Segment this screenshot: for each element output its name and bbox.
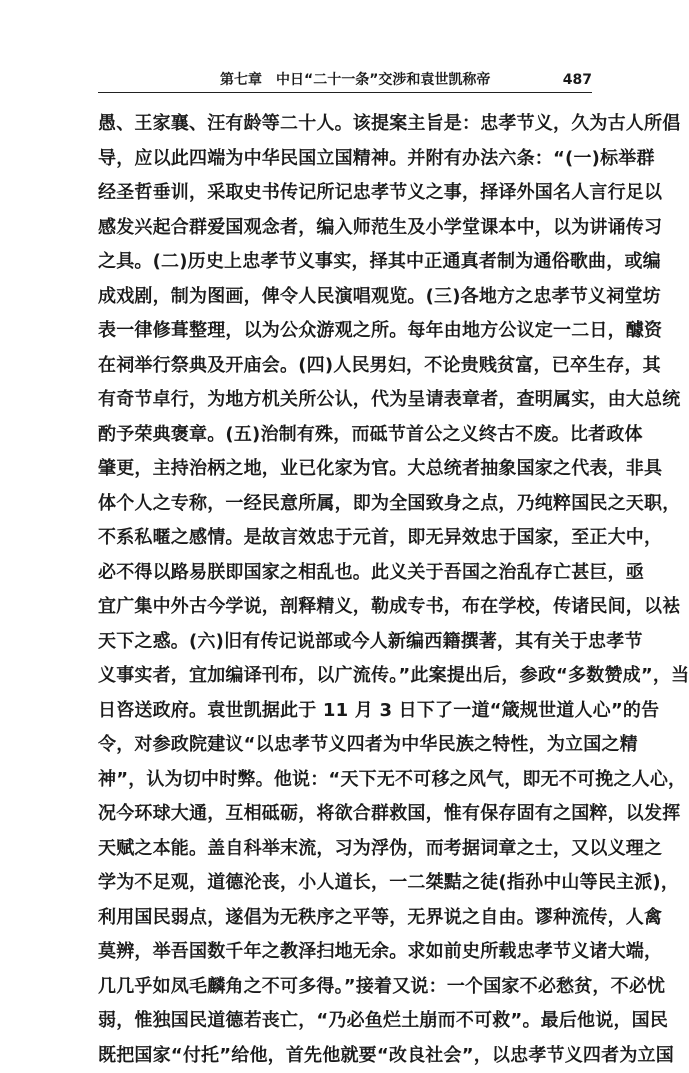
page-number: 487	[563, 70, 592, 90]
text-line: 学为不足观，道德沦丧，小人道长，一二桀黠之徒(指孙中山等民主派)，	[98, 866, 614, 901]
text-line: 感发兴起合群爱国观念者，编入师范生及小学堂课本中，以为讲诵传习	[98, 211, 614, 246]
text-line: 弱，惟独国民道德若丧亡，“乃必鱼烂土崩而不可救”。最后他说，国民	[98, 1004, 614, 1039]
text-line: 令，对参政院建议“以忠孝节义四者为中华民族之特性，为立国之精	[98, 728, 614, 763]
text-line: 肇更，主持治柄之地，业已化家为官。大总统者抽象国家之代表，非具	[98, 452, 614, 487]
text-line: 既把国家“付托”给他，首先他就要“改良社会”，以忠孝节义四者为立国	[98, 1039, 614, 1073]
text-line: 导，应以此四端为中华民国立国精神。并附有办法六条：“(一)标举群	[98, 142, 614, 177]
text-line: 天下之惑。(六)旧有传记说部或今人新编西籍撰著，其有关于忠孝节	[98, 625, 614, 660]
text-line: 愚、王家襄、汪有龄等二十人。该提案主旨是：忠孝节义，久为古人所倡	[98, 107, 614, 142]
text-line: 酌予荣典褒章。(五)治制有殊，而砥节首公之义终古不废。比者政体	[98, 418, 614, 453]
text-line: 之具。(二)历史上忠孝节义事实，择其中正通真者制为通俗歌曲，或编	[98, 245, 614, 280]
text-line: 神”，认为切中时弊。他说：“天下无不可移之风气，即无不可挽之人心，	[98, 763, 614, 798]
text-line: 义事实者，宜加编译刊布，以广流传。”此案提出后，参政“多数赞成”，当	[98, 659, 614, 694]
text-line: 经圣哲垂训，采取史书传记所记忠孝节义之事，择译外国名人言行足以	[98, 176, 614, 211]
text-line: 表一律修葺整理，以为公众游观之所。每年由地方公议定一二日，醵资	[98, 314, 614, 349]
text-line: 几几乎如凤毛麟角之不可多得。”接着又说：一个国家不必愁贫，不必忧	[98, 970, 614, 1005]
text-line: 成戏剧，制为图画，俾令人民演唱观览。(三)各地方之忠孝节义祠堂坊	[98, 280, 614, 315]
text-line: 况今环球大通，互相砥砺，将欲合群救国，惟有保存固有之国粹，以发挥	[98, 797, 614, 832]
chapter-title: 第七章 中日“二十一条”交涉和袁世凯称帝	[220, 70, 490, 90]
text-line: 不系私暱之感情。是故言效忠于元首，即无异效忠于国家，至正大中，	[98, 521, 614, 556]
text-line: 天赋之本能。盖自科举末流，习为浮伪，而考据词章之士，又以义理之	[98, 832, 614, 867]
running-header	[98, 70, 592, 93]
text-line: 体个人之专称，一经民意所属，即为全国致身之点，乃纯粹国民之天职，	[98, 487, 614, 522]
body-text	[98, 107, 614, 1073]
text-line: 莫辨，举吾国数千年之教泽扫地无余。求如前史所载忠孝节义诸大端，	[98, 935, 614, 970]
text-line: 必不得以路易朕即国家之相乱也。此义关于吾国之治乱存亡甚巨，亟	[98, 556, 614, 591]
text-line: 日咨送政府。袁世凯据此于 11 月 3 日下了一道“箴规世道人心”的告	[98, 694, 614, 729]
text-line: 在祠举行祭典及开庙会。(四)人民男妇，不论贵贱贫富，已卒生存，其	[98, 349, 614, 384]
text-line: 有奇节卓行，为地方机关所公认，代为呈请表章者，查明属实，由大总统	[98, 383, 614, 418]
text-line: 利用国民弱点，遂倡为无秩序之平等，无界说之自由。谬种流传，人禽	[98, 901, 614, 936]
text-line: 宜广集中外古今学说，剖释精义，勒成专书，布在学校，传诸民间，以袪	[98, 590, 614, 625]
